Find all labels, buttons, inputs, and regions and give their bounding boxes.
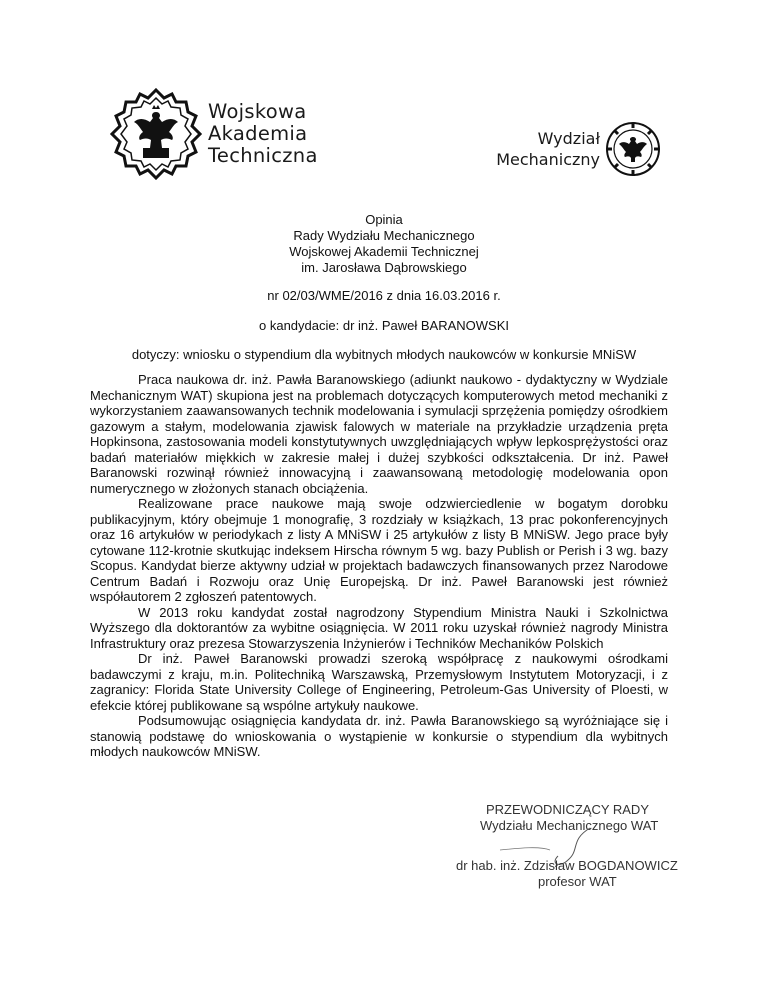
wat-name-line1: Wojskowa (208, 100, 307, 123)
paragraph: Praca naukowa dr. inż. Pawła Baranowskiego (adiunkt naukowo - dydaktyczny w Wydziale Mechanicznym WAT) skupiona jest na problemach dotyczących komputerowych metod mechaniki z wykorzystaniem zaawansowanych technik modelowania i symulacji sprzężenia pomiędzy ośrodkiem gazowym a stałym, modelowania zjawisk falowych w materiale na przykładzie urządzenia pręta Hopkinsona, zastosowania modeli konstytutywnych uwzględniających wpływ lepkosprężystości oraz badań materiałów miękkich w zakresie małej i dużej szybkości odkształcenia. Dr inż. Paweł Baranowski rozwinął również innowacyjną i zaawansowaną metodologię modelowania opon numerycznego w złożonych stanach obciążenia. (90, 372, 668, 496)
signature-role2: Wydziału Mechanicznego WAT (480, 818, 659, 833)
wm-name-line1: Wydział (537, 129, 600, 148)
wat-name-line3: Techniczna (208, 144, 318, 167)
signature-title: profesor WAT (538, 874, 617, 889)
paragraph: Dr inż. Paweł Baranowski prowadzi szeroką współpracę z naukowymi ośrodkami badawczymi z kraju, m.in. Politechniką Warszawską, Przemysłowym Instytutem Motoryzacji, i z zagranicy: Florida State University College of Engineering, Petroleum-Gas University of Ploesti, w efekcie której publikowane są wspólne artykuły naukowe. (90, 651, 668, 713)
academy-name: Wojskowej Akademii Technicznej (289, 244, 479, 259)
wm-gear-emblem-icon (604, 120, 662, 178)
signature-name: dr hab. inż. Zdzisław BOGDANOWICZ (456, 858, 678, 873)
wm-name-line2: Mechaniczny (496, 150, 600, 169)
subject-line: dotyczy: wniosku o stypendium dla wybitnych młodych naukowców w konkursie MNiSW (131, 347, 637, 362)
wm-logo (488, 120, 664, 178)
signature-role1: PRZEWODNICZĄCY RADY (486, 802, 649, 817)
paragraph: Realizowane prace naukowe mają swoje odzwierciedlenie w bogatym dorobku publikacyjnym, który obejmuje 1 monografię, 3 rozdziały w książkach, 13 prac pokonferencyjnych oraz 16 artykułów w periodykach z listy A MNiSW i 25 artykułów z listy B MNiSW. Jego prace były cytowane 112-krotnie skutkując indeksem Hirscha równym 5 wg. bazy Publish or Perish i 3 wg. bazy Scopus. Kandydat bierze aktywny udział w projektach badawczych finansowanych przez Narodowe Centrum Badań i Rozwoju oraz Unię Europejską. Dr inż. Paweł Baranowski jest również współautorem 2 zgłoszeń patentowych. (90, 496, 668, 604)
wat-eagle-emblem-icon (110, 88, 202, 180)
wat-logo (110, 88, 320, 180)
opinion-heading: Opinia (365, 212, 403, 227)
academy-patron: im. Jarosława Dąbrowskiego (301, 260, 467, 275)
council-name: Rady Wydziału Mechanicznego (293, 228, 475, 243)
opinion-body (90, 372, 668, 760)
wat-name (208, 101, 318, 167)
wm-name (488, 128, 600, 170)
candidate-line: o kandydacie: dr inż. Paweł BARANOWSKI (259, 318, 509, 333)
document-number: nr 02/03/WME/2016 z dnia 16.03.2016 r. (267, 288, 501, 303)
paragraph: W 2013 roku kandydat został nagrodzony Stypendium Ministra Nauki i Szkolnictwa Wyższego dla doktorantów za wybitne osiągnięcia. W 2011 roku uzyskał również nagrody Ministra Infrastruktury oraz prezesa Stowarzyszenia Inżynierów i Techników Mechaników Polskich (90, 604, 668, 651)
wat-name-line2: Akademia (208, 122, 308, 145)
header-block (0, 212, 768, 276)
paragraph: Podsumowując osiągnięcia kandydata dr. inż. Pawła Baranowskiego są wyróżniające się i stanowią podstawę do wnioskowania o wystąpienie w konkursie o stypendium dla wybitnych młodych naukowców MNiSW. (90, 713, 668, 759)
